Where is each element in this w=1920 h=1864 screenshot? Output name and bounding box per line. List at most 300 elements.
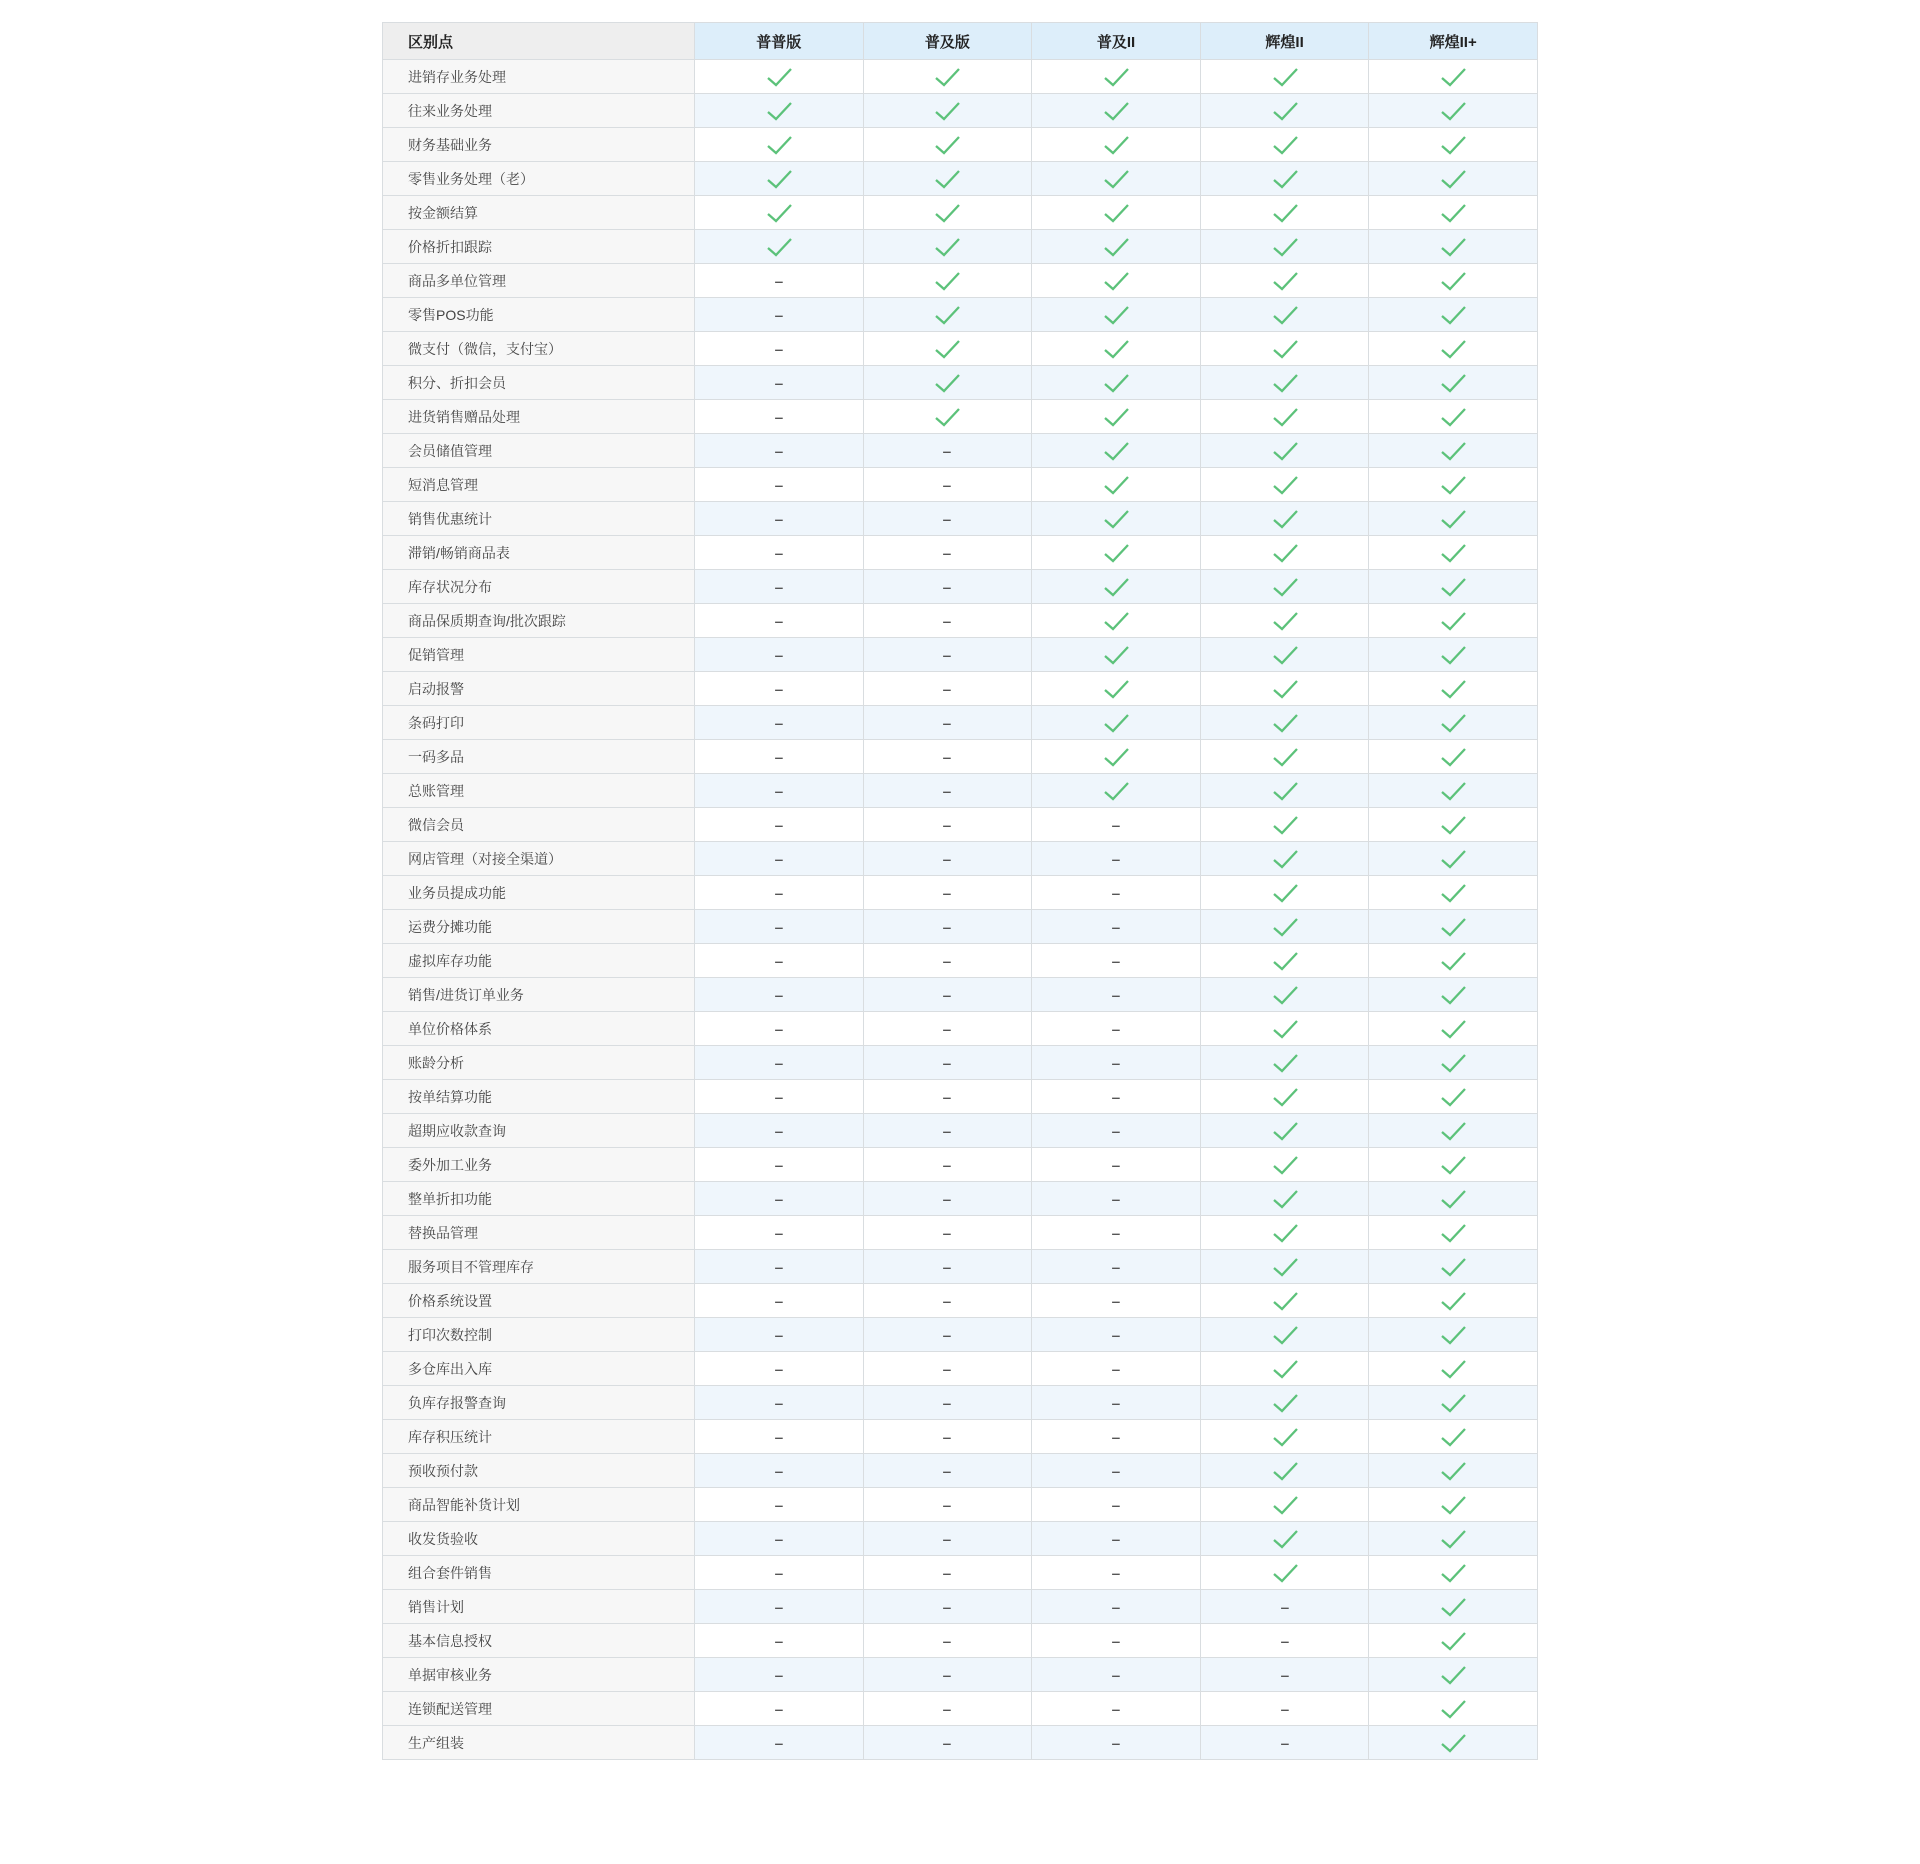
check-cell [1369,570,1538,604]
check-icon [764,101,794,121]
check-cell [1032,128,1201,162]
dash-cell [863,910,1032,944]
feature-label: 负库存报警查询 [383,1386,695,1420]
table-row [383,468,1538,502]
dash-icon: – [1111,1564,1121,1581]
dash-icon: – [774,1020,784,1037]
check-icon [1438,67,1468,87]
table-row [383,1080,1538,1114]
check-cell [1369,94,1538,128]
check-icon [932,101,962,121]
check-icon [1270,101,1300,121]
dash-cell [863,672,1032,706]
check-icon [1438,1699,1468,1719]
feature-label: 按金额结算 [383,196,695,230]
dash-icon: – [943,748,952,765]
dash-cell [695,502,864,536]
dash-cell [863,434,1032,468]
check-cell [1032,638,1201,672]
dash-icon: – [943,816,952,833]
dash-icon: – [1280,1598,1289,1615]
dash-icon: – [943,884,952,901]
dash-icon: – [774,612,784,629]
dash-icon: – [774,408,784,425]
dash-cell [863,1692,1032,1726]
dash-cell [695,1250,864,1284]
check-icon [1270,713,1300,733]
dash-icon: – [774,850,784,867]
dash-icon: – [943,510,952,527]
table-row [383,638,1538,672]
check-cell [1200,1182,1369,1216]
check-icon [1101,747,1131,767]
check-cell [1032,604,1201,638]
check-cell [1032,230,1201,264]
dash-icon: – [774,476,784,493]
check-cell [863,162,1032,196]
check-cell [1369,298,1538,332]
check-icon [1438,407,1468,427]
table-row [383,1420,1538,1454]
check-icon [1438,1257,1468,1277]
dash-icon: – [943,1632,952,1649]
dash-icon: – [774,1462,784,1479]
check-cell [1369,1250,1538,1284]
check-cell [1032,94,1201,128]
feature-label: 往来业务处理 [383,94,695,128]
check-icon [1438,1529,1468,1549]
check-icon [1270,1053,1300,1073]
feature-label: 运费分摊功能 [383,910,695,944]
check-cell [1032,536,1201,570]
check-cell [1200,366,1369,400]
feature-label: 财务基础业务 [383,128,695,162]
check-cell [1369,1726,1538,1760]
check-icon [1101,781,1131,801]
dash-cell [695,570,864,604]
check-cell [1369,978,1538,1012]
check-icon [1101,67,1131,87]
dash-cell [695,1114,864,1148]
check-icon [1438,713,1468,733]
dash-cell [1032,842,1201,876]
check-cell [1369,1420,1538,1454]
feature-label: 组合套件销售 [383,1556,695,1590]
feature-label: 打印次数控制 [383,1318,695,1352]
check-cell [863,196,1032,230]
feature-label: 库存状况分布 [383,570,695,604]
dash-icon: – [1111,1734,1121,1751]
check-icon [1270,1223,1300,1243]
dash-cell [863,638,1032,672]
dash-cell [695,1284,864,1318]
check-icon [1101,135,1131,155]
dash-cell [695,910,864,944]
dash-cell [695,604,864,638]
feature-label: 业务员提成功能 [383,876,695,910]
check-cell [1200,1488,1369,1522]
table-row [383,1522,1538,1556]
check-icon [1101,543,1131,563]
check-icon [1438,1631,1468,1651]
feature-label: 条码打印 [383,706,695,740]
check-cell [1200,672,1369,706]
check-cell [1369,1692,1538,1726]
check-icon [1438,611,1468,631]
check-icon [1270,203,1300,223]
check-cell [1369,400,1538,434]
dash-cell [695,1046,864,1080]
table-row [383,604,1538,638]
check-cell [1032,740,1201,774]
check-icon [1438,747,1468,767]
check-cell [1200,638,1369,672]
check-cell [863,332,1032,366]
dash-icon: – [774,782,784,799]
check-cell [1200,774,1369,808]
check-cell [1200,604,1369,638]
check-icon [1270,135,1300,155]
dash-cell [695,876,864,910]
check-cell [1200,1046,1369,1080]
dash-icon: – [943,850,952,867]
check-icon [1438,169,1468,189]
dash-cell [863,1080,1032,1114]
table-row [383,1046,1538,1080]
dash-icon: – [943,646,952,663]
dash-cell [863,1726,1032,1760]
table-row [383,434,1538,468]
table-row [383,60,1538,94]
table-row [383,1454,1538,1488]
dash-cell [695,706,864,740]
check-icon [1270,237,1300,257]
check-icon [1270,1155,1300,1175]
check-icon [764,135,794,155]
dash-cell [695,638,864,672]
check-cell [1200,1148,1369,1182]
check-icon [1101,373,1131,393]
feature-label: 单位价格体系 [383,1012,695,1046]
header-cell-puji-edition: 普及版 [863,23,1032,60]
check-icon [1101,237,1131,257]
check-cell [1032,366,1201,400]
dash-icon: – [943,1156,952,1173]
dash-icon: – [1111,1088,1121,1105]
check-cell [863,264,1032,298]
table-row [383,1590,1538,1624]
dash-icon: – [774,272,784,289]
dash-cell [695,740,864,774]
dash-icon: – [774,952,784,969]
dash-cell [1032,1114,1201,1148]
check-cell [1200,1114,1369,1148]
check-icon [1270,1393,1300,1413]
feature-label: 商品多单位管理 [383,264,695,298]
check-cell [1369,1590,1538,1624]
dash-icon: – [774,1088,784,1105]
dash-icon: – [774,442,784,459]
dash-icon: – [943,1122,952,1139]
dash-cell [1032,944,1201,978]
dash-icon: – [774,986,784,1003]
dash-cell [1032,1658,1201,1692]
check-icon [1438,781,1468,801]
check-cell [1200,400,1369,434]
dash-icon: – [1111,1530,1121,1547]
check-icon [1438,373,1468,393]
check-cell [1032,570,1201,604]
dash-icon: – [774,1156,784,1173]
dash-icon: – [943,1530,952,1547]
check-cell [1200,1250,1369,1284]
table-row [383,1624,1538,1658]
dash-icon: – [943,680,952,697]
check-icon [1101,407,1131,427]
dash-cell [695,1182,864,1216]
dash-cell [863,876,1032,910]
check-icon [1270,781,1300,801]
check-icon [1438,849,1468,869]
dash-icon: – [1280,1666,1289,1683]
check-cell [1369,740,1538,774]
check-icon [1101,271,1131,291]
feature-label: 销售计划 [383,1590,695,1624]
dash-icon: – [774,306,784,323]
check-icon [1438,1121,1468,1141]
dash-icon: – [943,1394,952,1411]
table-row [383,1182,1538,1216]
check-cell [1200,842,1369,876]
check-cell [863,230,1032,264]
dash-icon: – [943,714,952,731]
feature-label: 收发货验收 [383,1522,695,1556]
dash-icon: – [774,1224,784,1241]
dash-cell [863,1352,1032,1386]
feature-label: 销售/进货订单业务 [383,978,695,1012]
dash-icon: – [943,1326,952,1343]
dash-icon: – [1111,1394,1121,1411]
check-icon [1270,679,1300,699]
table-row [383,128,1538,162]
check-icon [1438,203,1468,223]
dash-cell [1032,1046,1201,1080]
table-row [383,672,1538,706]
check-cell [1200,298,1369,332]
table-row [383,1692,1538,1726]
dash-cell [1032,1488,1201,1522]
check-icon [1438,441,1468,461]
table-row [383,264,1538,298]
feature-label: 服务项目不管理库存 [383,1250,695,1284]
dash-cell [695,1386,864,1420]
dash-cell [863,536,1032,570]
check-cell [1032,298,1201,332]
check-cell [1200,1352,1369,1386]
check-cell [1369,876,1538,910]
check-icon [932,271,962,291]
table-row [383,196,1538,230]
check-icon [1438,1325,1468,1345]
check-cell [1032,672,1201,706]
dash-cell [695,1522,864,1556]
check-cell [1032,60,1201,94]
check-cell [695,196,864,230]
feature-label: 进销存业务处理 [383,60,695,94]
check-icon [1270,611,1300,631]
check-icon [1438,951,1468,971]
check-cell [1200,910,1369,944]
dash-cell [863,1284,1032,1318]
table-row [383,1148,1538,1182]
check-cell [1369,774,1538,808]
dash-icon: – [1111,1496,1121,1513]
check-cell [1369,1182,1538,1216]
check-cell [1369,264,1538,298]
feature-label: 一码多品 [383,740,695,774]
dash-cell [863,468,1032,502]
dash-cell [695,1454,864,1488]
check-icon [1270,1495,1300,1515]
dash-cell [695,978,864,1012]
feature-label: 连锁配送管理 [383,1692,695,1726]
check-cell [1032,434,1201,468]
check-icon [1270,747,1300,767]
check-cell [863,60,1032,94]
table-body [383,60,1538,1760]
table-row [383,1352,1538,1386]
check-cell [1369,1488,1538,1522]
table-row [383,1216,1538,1250]
check-cell [1200,502,1369,536]
feature-label: 委外加工业务 [383,1148,695,1182]
check-icon [1270,305,1300,325]
check-icon [1438,985,1468,1005]
dash-cell [1032,1250,1201,1284]
dash-icon: – [943,986,952,1003]
dash-cell [695,298,864,332]
dash-icon: – [943,1190,952,1207]
check-cell [863,298,1032,332]
check-icon [1438,1495,1468,1515]
check-cell [1200,1284,1369,1318]
dash-icon: – [774,1122,784,1139]
check-cell [1200,1454,1369,1488]
table-row [383,366,1538,400]
dash-cell [695,1726,864,1760]
feature-label: 会员储值管理 [383,434,695,468]
dash-icon: – [943,1258,952,1275]
feature-label: 按单结算功能 [383,1080,695,1114]
check-icon [932,373,962,393]
dash-cell [863,1216,1032,1250]
dash-icon: – [943,1700,952,1717]
feature-label: 超期应收款查询 [383,1114,695,1148]
check-icon [1270,475,1300,495]
check-icon [1270,645,1300,665]
check-icon [1438,1359,1468,1379]
check-icon [1270,951,1300,971]
check-icon [932,339,962,359]
dash-icon: – [774,748,784,765]
check-icon [932,67,962,87]
dash-cell [695,1624,864,1658]
check-cell [1200,332,1369,366]
dash-cell [863,1454,1032,1488]
dash-icon: – [943,952,952,969]
dash-cell [863,706,1032,740]
table-row [383,774,1538,808]
dash-cell [1032,1692,1201,1726]
dash-icon: – [1111,1598,1121,1615]
check-icon [1438,679,1468,699]
check-icon [1101,441,1131,461]
feature-label: 替换品管理 [383,1216,695,1250]
check-cell [695,128,864,162]
check-icon [1438,237,1468,257]
check-cell [863,400,1032,434]
feature-label: 生产组装 [383,1726,695,1760]
check-icon [1270,339,1300,359]
dash-icon: – [943,1020,952,1037]
check-icon [1270,1427,1300,1447]
dash-icon: – [1111,1258,1121,1275]
check-icon [1438,815,1468,835]
dash-icon: – [774,680,784,697]
dash-icon: – [943,1496,952,1513]
check-icon [1438,1019,1468,1039]
dash-cell [863,842,1032,876]
dash-icon: – [774,1054,784,1071]
check-cell [1032,400,1201,434]
dash-cell [863,1624,1032,1658]
dash-icon: – [774,714,784,731]
table-row [383,1250,1538,1284]
check-icon [1270,1359,1300,1379]
feature-label: 促销管理 [383,638,695,672]
dash-icon: – [774,1734,784,1751]
table-row [383,910,1538,944]
dash-icon: – [1111,952,1121,969]
dash-icon: – [943,578,952,595]
check-cell [1200,60,1369,94]
table-row [383,808,1538,842]
dash-icon: – [774,1360,784,1377]
feature-label: 滞销/畅销商品表 [383,536,695,570]
table-row [383,570,1538,604]
check-cell [695,60,864,94]
check-cell [1369,910,1538,944]
dash-cell [863,1488,1032,1522]
dash-icon: – [943,544,952,561]
check-cell [1200,706,1369,740]
check-icon [1438,1189,1468,1209]
dash-icon: – [774,1564,784,1581]
check-cell [1369,1012,1538,1046]
feature-label: 零售POS功能 [383,298,695,332]
check-icon [1101,203,1131,223]
check-cell [1200,1556,1369,1590]
dash-icon: – [1111,918,1121,935]
dash-cell [695,1352,864,1386]
check-cell [1200,1318,1369,1352]
dash-icon: – [943,1428,952,1445]
feature-label: 进货销售赠品处理 [383,400,695,434]
check-icon [932,169,962,189]
dash-icon: – [1111,1360,1121,1377]
check-icon [1438,475,1468,495]
dash-icon: – [943,1564,952,1581]
